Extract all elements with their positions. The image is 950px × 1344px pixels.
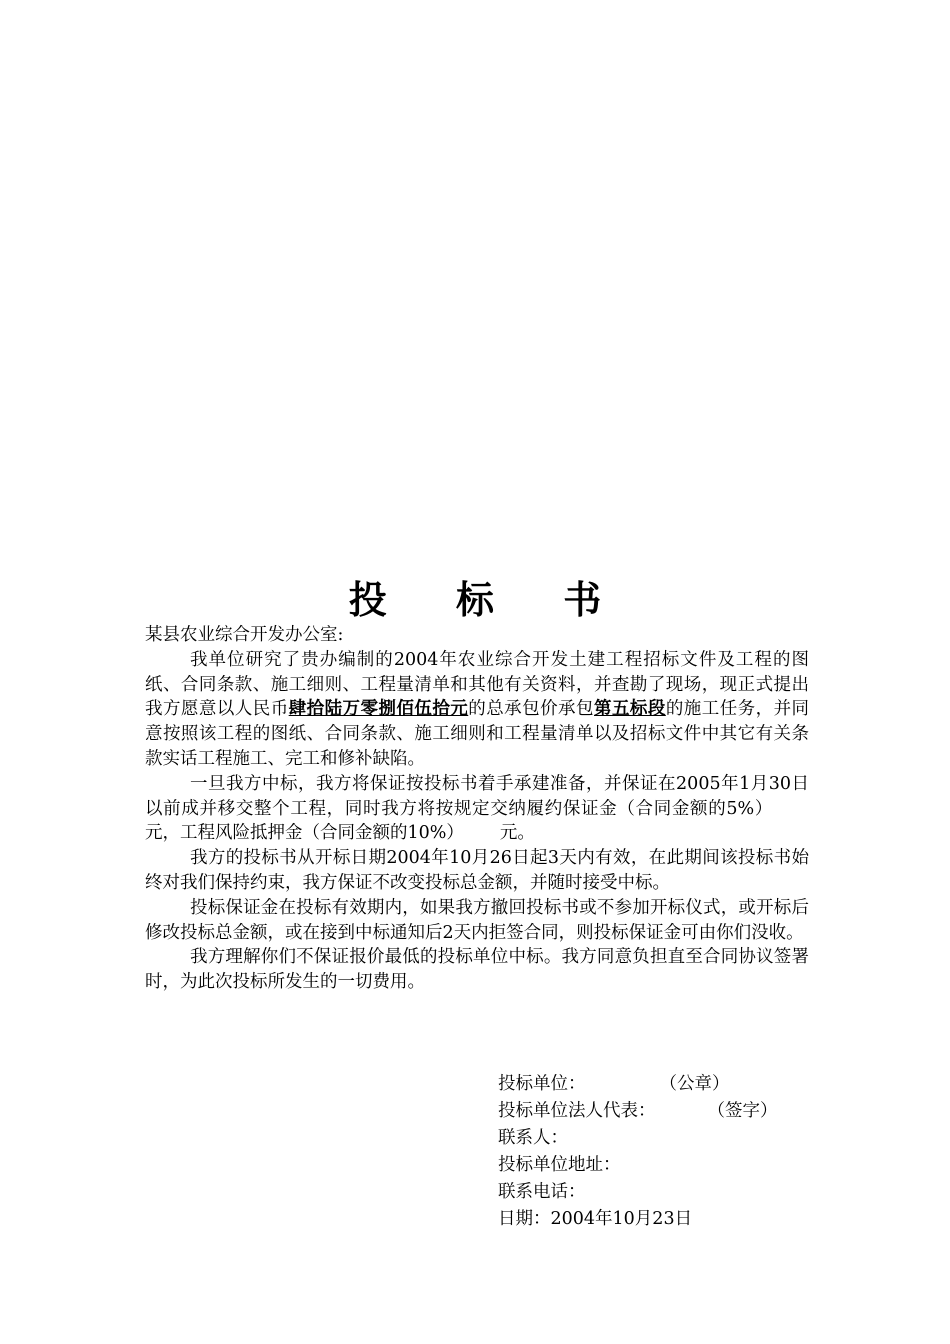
rep-label: 投标单位法人代表：	[498, 1101, 656, 1121]
paragraph-1-text-c: 的施工任务，并同意按照该工程的图纸、合同条款、施工细则和工程量清单以及招标文件中其它有关条款实话工程施工、完工和修补缺陷。	[145, 699, 810, 769]
bid-amount: 肆拾陆万零捌佰伍拾元	[288, 699, 469, 720]
paragraph-2-text-a: 一旦我方中标，我方将保证按投标书着手承建准备，并保证在2005年1月30日以前成并移交整个工程，同时我方将按规定交纳履约保证金（合同金额的5%）	[145, 773, 809, 819]
phone-line: 联系电话：	[498, 1182, 586, 1202]
document-body	[145, 623, 809, 995]
signature-rep-line	[498, 1098, 778, 1125]
paragraph-2	[145, 772, 809, 846]
sign-note: （签字）	[707, 1101, 778, 1121]
address-line: 投标单位地址：	[498, 1155, 621, 1175]
signature-unit-line	[498, 1071, 778, 1098]
paragraph-1-text-a: 我单位研究了贵办编制的2004年农业综合开发土建工程招标文件及工程的图纸、合同条款、施工细则、工程量清单和其他有关资料，并查勘了现场，现正式提出我方愿意以人民币	[145, 649, 809, 720]
paragraph-1	[145, 648, 809, 772]
paragraph-5: 我方理解你们不保证报价最低的投标单位中标。我方同意负担直至合同协议签署时，为此次投标所发生的一切费用。	[145, 947, 809, 993]
seal-note: （公章）	[659, 1074, 730, 1094]
paragraph-3: 我方的投标书从开标日期2004年10月26日起3天内有效，在此期间该投标书始终对我们保持约束，我方保证不改变投标总金额，并随时接受中标。	[145, 848, 809, 893]
date-line: 日期：2004年10月23日	[498, 1209, 693, 1229]
paragraph-1-text-b: 的总承包价承包	[468, 699, 594, 720]
addressee: 某县农业综合开发办公室:	[145, 625, 344, 645]
signature-block	[498, 1071, 778, 1233]
unit-label: 投标单位：	[498, 1074, 586, 1094]
paragraph-2-text-c: 元。	[499, 823, 535, 844]
document-title: 投 标 书	[348, 577, 630, 622]
bid-section: 第五标段	[593, 699, 666, 720]
contact-line: 联系人：	[498, 1128, 568, 1148]
paragraph-4: 投标保证金在投标有效期内，如果我方撤回投标书或不参加开标仪式，或开标后修改投标总金额，或在接到中标通知后2天内拒签合同，则投标保证金可由你们没收。	[145, 897, 809, 943]
paragraph-2-text-b: 元，工程风险抵押金（合同金额的10%）	[145, 823, 464, 844]
